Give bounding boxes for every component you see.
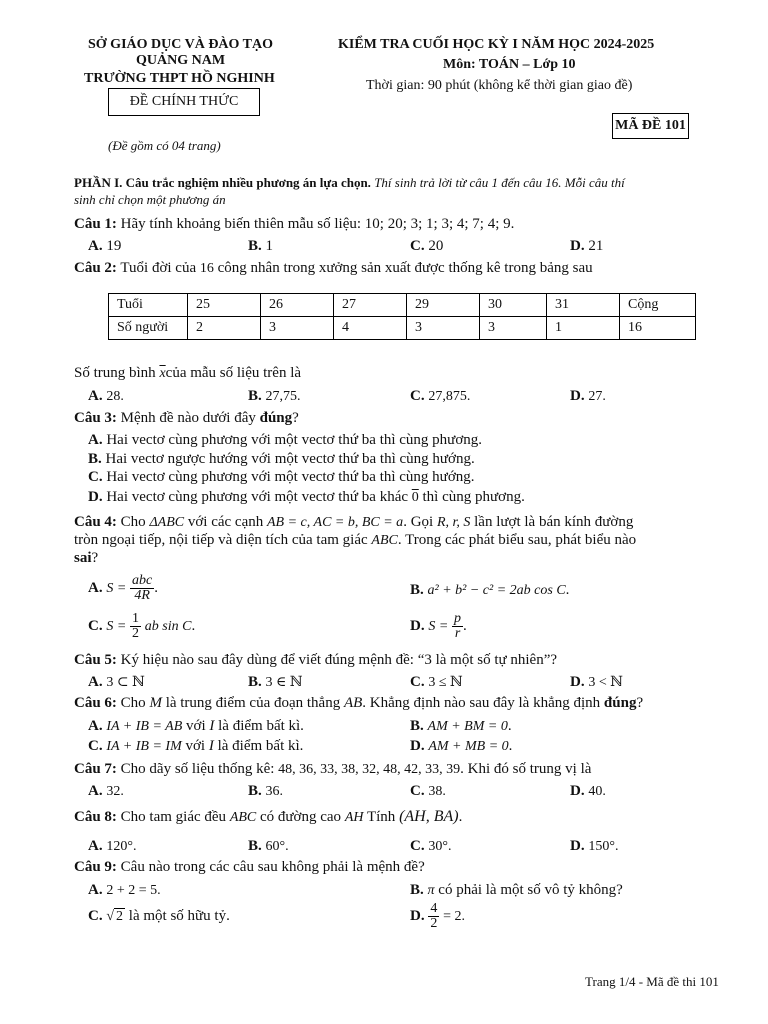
fraction: $\frac{\text{abc}}{4R}$ bbox=[132, 573, 153, 603]
q6-option-a: A. IA + IB = AB với I là điểm bất kì. bbox=[88, 718, 304, 734]
q9-option-b: B. π có phải là một số vô tỷ không? bbox=[410, 882, 623, 898]
fraction: $\frac{p}{r}$ bbox=[454, 611, 462, 641]
question-4-line3: sai? bbox=[74, 550, 99, 566]
q1-option-d: D. 21 bbox=[570, 238, 604, 254]
province-name: QUẢNG NAM bbox=[136, 53, 226, 68]
q3-option-d: D. Hai vectơ cùng phương với một vectơ thứ ba khác 0 thì cùng phương. bbox=[88, 489, 525, 505]
question-4: Câu 4: Cho ΔABC với các cạnh AB = c, AC = b, BC = a. Gọi R, r, S lần lượt là bán kính đường bbox=[74, 514, 634, 530]
table-cell: 25 bbox=[188, 294, 261, 317]
q3-option-c: C. Hai vectơ cùng phương với một vectơ thứ ba thì cùng hướng. bbox=[88, 469, 475, 485]
question-7: Câu 7: Cho dãy số liệu thống kê: 48, 36, 33, 38, 32, 48, 42, 33, 39. Khi đó số trung vị là bbox=[74, 761, 592, 777]
q8-option-a: A. 120°. bbox=[88, 838, 137, 854]
table-cell: 2 bbox=[188, 317, 261, 340]
q2-option-b: B. 27,75. bbox=[248, 388, 301, 404]
question-5: Câu 5: Ký hiệu nào sau đây dùng để viết đúng mệnh đề: “3 là một số tự nhiên”? bbox=[74, 652, 558, 668]
table-cell: Cộng bbox=[620, 294, 696, 317]
table-cell: 3 bbox=[407, 317, 480, 340]
q7-option-c: C. 38. bbox=[410, 783, 446, 799]
school-name: TRƯỜNG THPT HỒ NGHINH bbox=[84, 71, 275, 86]
question-1: Câu 1: Hãy tính khoảng biến thiên mẫu số liệu: 10; 20; 3; 1; 3; 4; 7; 4; 9. bbox=[74, 216, 515, 232]
table-cell: 31 bbox=[547, 294, 620, 317]
table-cell: 29 bbox=[407, 294, 480, 317]
exam-title: KIỂM TRA CUỐI HỌC KỲ I NĂM HỌC 2024-2025 bbox=[338, 37, 655, 52]
page-footer: Trang 1/4 - Mã đề thi 101 bbox=[585, 974, 719, 989]
q8-option-c: C. 30°. bbox=[410, 838, 452, 854]
q7-option-d: D. 40. bbox=[570, 783, 606, 799]
q2-followup: Số trung bình $\overline{x}của$ mẫu số liệu trên là bbox=[74, 365, 302, 381]
q1-option-b: B. 1 bbox=[248, 238, 274, 254]
q2-option-d: D. 27. bbox=[570, 388, 606, 404]
q9-option-c: C. √ 2 là một số hữu tỷ. bbox=[88, 908, 230, 924]
time-line: Thời gian: 90 phút (không kể thời gian giao đề) bbox=[366, 78, 633, 93]
question-8: Câu 8: Cho tam giác đều ABC có đường cao AH Tính (AH, BA). bbox=[74, 808, 463, 825]
q9-option-a: A. 2 + 2 = 5. bbox=[88, 882, 161, 898]
q6-option-b: B. AM + BM = 0. bbox=[410, 718, 512, 734]
dept-name: SỞ GIÁO DỤC VÀ ĐÀO TẠO bbox=[88, 37, 274, 52]
question-3: Câu 3: Mệnh đề nào dưới đây đúng? bbox=[74, 410, 299, 426]
q8-option-d: D. 150°. bbox=[570, 838, 619, 854]
q5-option-d: D. 3 < ℕ bbox=[570, 674, 624, 690]
question-2: Câu 2: Tuổi đời của 16 công nhân trong xưởng sản xuất được thống kê trong bảng sau bbox=[74, 260, 593, 276]
q3-option-a: A. Hai vectơ cùng phương với một vectơ thứ ba thì cùng phương. bbox=[88, 432, 482, 448]
table-cell: 3 bbox=[261, 317, 334, 340]
q5-option-b: B. 3 ∈ ℕ bbox=[248, 674, 303, 690]
q4-option-b: B. a² + b² − c² = 2ab cos C. bbox=[410, 582, 570, 598]
q8-option-b: B. 60°. bbox=[248, 838, 289, 854]
table-row bbox=[109, 294, 696, 317]
table-cell: 30 bbox=[480, 294, 547, 317]
q5-option-a: A. 3 ⊂ ℕ bbox=[88, 674, 145, 690]
q4-option-a: A. S = $\frac{\text{abc}}{4R}$ . bbox=[88, 573, 159, 603]
fraction: $\frac{4}{2}$ bbox=[430, 901, 438, 931]
part1-instruction: sinh chỉ chọn một phương án bbox=[74, 192, 226, 207]
table-cell: 3 bbox=[480, 317, 547, 340]
table-cell: Tuổi bbox=[109, 294, 188, 317]
q2-option-c: C. 27,875. bbox=[410, 388, 471, 404]
table-cell: Số người bbox=[109, 317, 188, 340]
table-cell: 4 bbox=[334, 317, 407, 340]
question-6: Câu 6: Cho M là trung điểm của đoạn thẳng AB. Khẳng định nào sau đây là khẳng định đúng? bbox=[74, 695, 644, 711]
table-cell: 1 bbox=[547, 317, 620, 340]
official-badge: ĐỀ CHÍNH THỨC bbox=[108, 88, 260, 116]
question-4-line2: tròn ngoại tiếp, nội tiếp và diện tích của tam giác ABC. Trong các phát biểu sau, phát biểu nào bbox=[74, 532, 637, 548]
q7-option-a: A. 32. bbox=[88, 783, 124, 799]
exam-code: MÃ ĐỀ 101 bbox=[612, 113, 689, 139]
q7-option-b: B. 36. bbox=[248, 783, 284, 799]
q1-option-c: C. 20 bbox=[410, 238, 444, 254]
q6-option-d: D. AM + MB = 0. bbox=[410, 738, 513, 754]
q4-option-d: D. S = $\frac{p}{r}$ . bbox=[410, 611, 467, 641]
age-table bbox=[108, 293, 696, 340]
table-cell: 26 bbox=[261, 294, 334, 317]
subject-line: Môn: TOÁN – Lớp 10 bbox=[443, 57, 576, 72]
question-9: Câu 9: Câu nào trong các câu sau không phải là mệnh đề? bbox=[74, 859, 425, 875]
pages-note: (Đề gồm có 04 trang) bbox=[108, 138, 221, 153]
q9-option-d: D. $\frac{4}{2}$ = 2. bbox=[410, 901, 465, 931]
table-row bbox=[109, 317, 696, 340]
q6-option-c: C. IA + IB = IM với I là điểm bất kì. bbox=[88, 738, 304, 754]
q5-option-c: C. 3 ≤ ℕ bbox=[410, 674, 463, 690]
q1-option-a: A. 19 bbox=[88, 238, 122, 254]
table-cell: 16 bbox=[620, 317, 696, 340]
part1-heading: PHẦN I. Câu trắc nghiệm nhiều phương án lựa chọn. Thí sinh trả lời từ câu 1 đến câu 16. Mỗi câu thí bbox=[74, 175, 625, 190]
q4-option-c: C. S = $\frac{1}{2}$ ab sin C. bbox=[88, 611, 196, 641]
fraction: $\frac{1}{2}$ bbox=[132, 611, 140, 641]
table-cell: 27 bbox=[334, 294, 407, 317]
q3-option-b: B. Hai vectơ ngược hướng với một vectơ thứ ba thì cùng hướng. bbox=[88, 451, 475, 467]
q2-option-a: A. 28. bbox=[88, 388, 124, 404]
